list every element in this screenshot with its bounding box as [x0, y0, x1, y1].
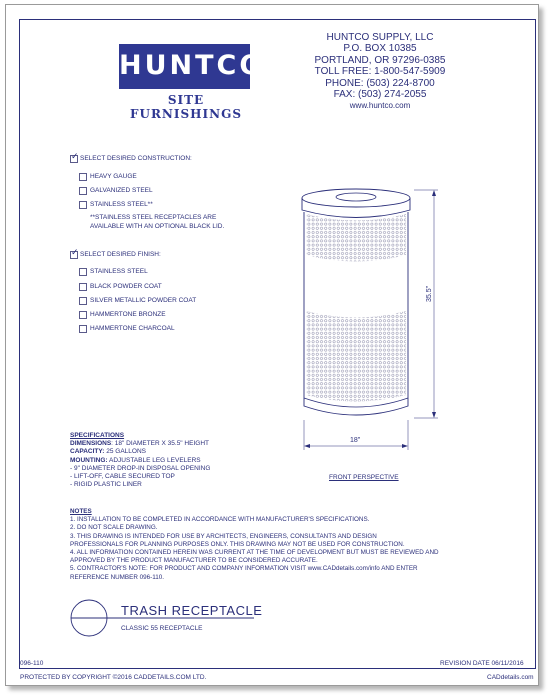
width-dimension — [304, 420, 408, 450]
mounting-value: ADJUSTABLE LEG LEVELERS — [107, 456, 201, 464]
finish-hammertone-bronze: HAMMERTONE BRONZE — [90, 311, 166, 318]
drawing-number: 096-110 — [20, 660, 44, 667]
note-line: 2. DO NOT SCALE DRAWING. — [70, 524, 158, 532]
company-phone: PHONE: (503) 224-8700 — [325, 77, 435, 89]
company-po-box: P.O. BOX 10385 — [343, 43, 417, 55]
company-city: PORTLAND, OR 97296-0385 — [314, 54, 446, 66]
capacity-label: CAPACITY: — [70, 448, 105, 456]
black-powder-checkbox[interactable] — [79, 283, 87, 291]
note-line: REFERENCE NUMBER 096-110. — [70, 573, 165, 581]
company-name: HUNTCO SUPPLY, LLC — [326, 32, 434, 43]
copyright-notice: PROTECTED BY COPYRIGHT ©2016 CADDETAILS.COM LTD. — [20, 674, 207, 681]
upper-perforated-band — [306, 214, 406, 262]
construction-heading: SELECT DESIRED CONSTRUCTION: — [80, 155, 192, 162]
note-line: 3. THIS DRAWING IS INTENDED FOR USE BY ARCHITECTS, ENGINEERS, CONSULTANTS AND DESIGN — [70, 532, 377, 540]
note-line: 1. INSTALLATION TO BE COMPLETED IN ACCORDANCE WITH MANUFACTURER'S SPECIFICATIONS. — [70, 516, 370, 524]
company-fax: FAX: (503) 274-2055 — [333, 89, 427, 101]
galvanized-steel-checkbox[interactable] — [79, 187, 87, 195]
finish-checkbox[interactable] — [70, 251, 78, 259]
specifications-heading: SPECIFICATIONS — [70, 432, 125, 439]
trash-receptacle-drawing — [290, 180, 450, 460]
company-toll-free: TOLL FREE: 1-800-547-5909 — [314, 66, 446, 78]
drawing-title: TRASH RECEPTACLE — [121, 603, 263, 618]
heavy-gauge-checkbox[interactable] — [79, 173, 87, 181]
mounting-label: MOUNTING: — [70, 456, 108, 464]
caddetails-brand[interactable]: CADdetails.com — [487, 674, 534, 681]
lid — [302, 189, 410, 218]
drawing-subtitle: CLASSIC 55 RECEPTACLE — [121, 625, 203, 632]
stainless-note-line1: **STAINLESS STEEL RECEPTACLES ARE — [90, 214, 217, 221]
note-line: 5. CONTRACTOR'S NOTE: FOR PRODUCT AND COMPANY INFORMATION VISIT www.CADdetails.com/info AND ENTER — [70, 565, 418, 573]
height-dimension — [414, 190, 438, 418]
spec-bullet: - LIFT-OFF, CABLE SECURED TOP — [70, 473, 175, 481]
logo-name: HUNTCO — [119, 50, 266, 81]
note-line: 4. ALL INFORMATION CONTAINED HEREIN WAS CURRENT AT THE TIME OF DEVELOPMENT BUT MUST BE REVIEWED AND — [70, 549, 439, 557]
height-dimension-label: 35.5" — [426, 285, 433, 302]
dimensions-value: : 18" DIAMETER X 35.5" HEIGHT — [111, 440, 209, 448]
notes-block — [70, 508, 439, 582]
finish-stainless-steel: STAINLESS STEEL — [90, 268, 148, 275]
finish-hammertone-charcoal: HAMMERTONE CHARCOAL — [90, 325, 175, 332]
finish-silver-metallic: SILVER METALLIC POWDER COAT — [90, 297, 197, 304]
hammertone-charcoal-checkbox[interactable] — [79, 325, 87, 333]
width-dimension-label: 18" — [350, 437, 361, 444]
hammertone-bronze-checkbox[interactable] — [79, 311, 87, 319]
revision-date: REVISION DATE 06/11/2016 — [440, 660, 524, 667]
notes-heading: NOTES — [70, 508, 92, 515]
note-line: APPROVED BY THE PRODUCT MANUFACTURER TO BE CONSIDERED ACCURATE. — [70, 557, 318, 565]
capacity-value: 25 GALLONS — [104, 448, 146, 456]
specifications-block — [70, 432, 210, 489]
dimensions-label: DIMENSIONS — [70, 440, 112, 448]
construction-checkbox[interactable] — [70, 155, 78, 163]
option-galvanized-steel: GALVANIZED STEEL — [90, 187, 153, 194]
finish-heading: SELECT DESIRED FINISH: — [80, 251, 161, 258]
finish-black-powder-coat: BLACK POWDER COAT — [90, 283, 162, 290]
stainless-finish-checkbox[interactable] — [79, 268, 87, 276]
company-website: www.huntco.com — [349, 101, 411, 111]
huntco-logo — [119, 44, 266, 89]
company-info — [300, 32, 460, 112]
spec-bullet: - 9" DIAMETER DROP-IN DISPOSAL OPENING — [70, 464, 211, 472]
lower-perforated-band — [306, 311, 406, 402]
silver-metallic-checkbox[interactable] — [79, 297, 87, 305]
option-heavy-gauge: HEAVY GAUGE — [90, 173, 137, 180]
stainless-note-line2: AVAILABLE WITH AN OPTIONAL BLACK LID. — [90, 223, 225, 230]
front-perspective-label: FRONT PERSPECTIVE — [329, 474, 399, 481]
spec-bullet: - RIGID PLASTIC LINER — [70, 481, 142, 489]
note-line: PROFESSIONALS FOR PLANNING PURPOSES ONLY. THIS DRAWING MAY NOT BE USED FOR CONSTRUCTION. — [70, 540, 405, 548]
option-stainless-steel: STAINLESS STEEL** — [90, 201, 153, 208]
stainless-steel-checkbox[interactable] — [79, 201, 87, 209]
logo-tagline: SITE FURNISHINGS — [129, 93, 243, 121]
